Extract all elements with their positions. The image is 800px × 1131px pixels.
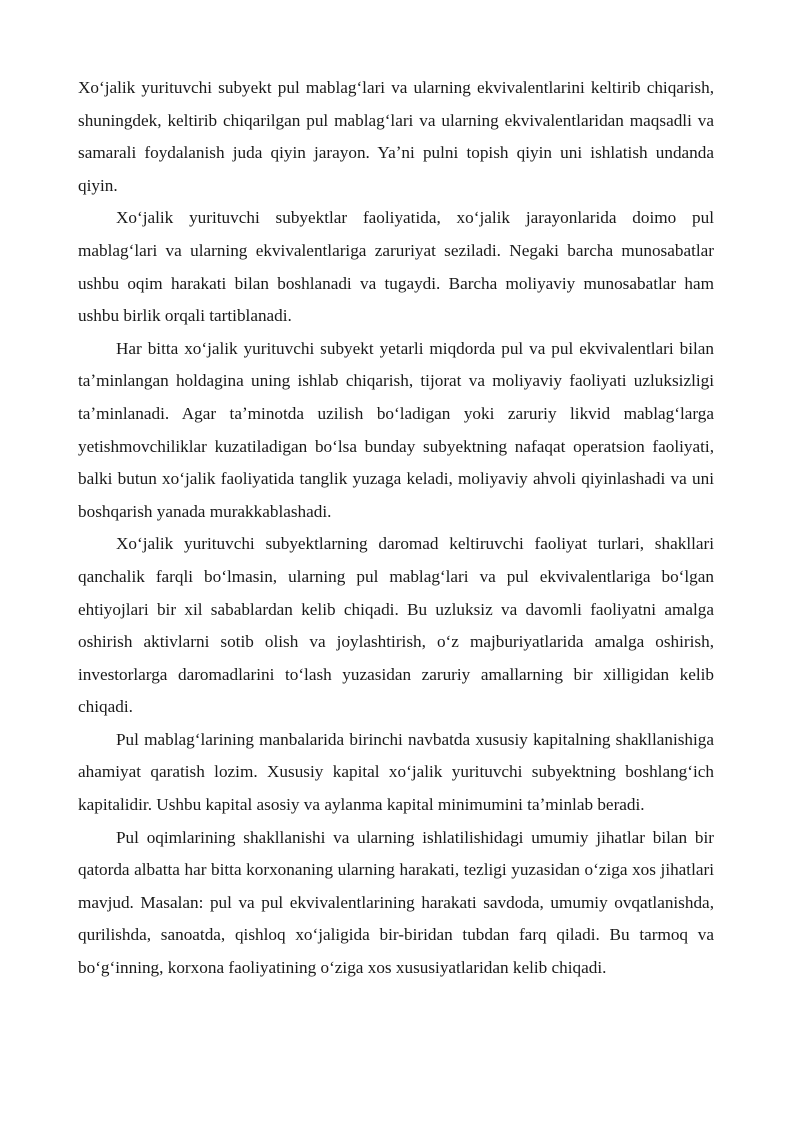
paragraph-4: Xoʻjalik yurituvchi subyektlarning daromad keltiruvchi faoliyat turlari, shakllari qanchalik farqli boʻlmasin, ularning pul mablagʻlari va pul ekvivalentlariga boʻlgan ehtiyojlari bir xil sabablardan kelib chiqadi. Bu uzluksiz va davomli faoliyatni amalga oshirish aktivlarni sotib olish va joylashtirish, oʻz majburiyatlarida amalga oshirish, investorlarga daromadlarini toʻlash yuzasidan zaruriy amallarning bir xilligidan kelib chiqadi.	[78, 534, 714, 717]
document-page	[78, 72, 714, 985]
paragraph-2: Xoʻjalik yurituvchi subyektlar faoliyatida, xoʻjalik jarayonlarida doimo pul mablagʻlari va ularning ekvivalentlariga zaruriyat seziladi. Negaki barcha munosabatlar ushbu oqim harakati bilan boshlanadi va tugaydi. Barcha moliyaviy munosabatlar ham ushbu birlik orqali tartiblanadi.	[78, 208, 714, 326]
paragraph-5: Pul mablagʻlarining manbalarida birinchi navbatda xususiy kapitalning shakllanishiga ahamiyat qaratish lozim. Xususiy kapital xoʻjalik yurituvchi subyektning boshlangʻich kapitalidir. Ushbu kapital asosiy va aylanma kapital minimumini taʼminlab beradi.	[78, 729, 714, 815]
paragraph-1: Xoʻjalik yurituvchi subyekt pul mablagʻlari va ularning ekvivalentlarini keltirib chiqarish, shuningdek, keltirib chiqarilgan pul mablagʻlari va ularning ekvivalentlaridan maqsadli va samarali foydalanish juda qiyin jarayon. Yaʼni pulni topish qiyin uni ishlatish undanda qiyin.	[78, 78, 714, 195]
paragraph-3: Har bitta xoʻjalik yurituvchi subyekt yetarli miqdorda pul va pul ekvivalentlari bilan taʼminlangan holdagina uning ishlab chiqarish, tijorat va moliyaviy faoliyati uzluksizligi taʼminlanadi. Agar taʼminotda uzilish boʻladigan yoki zaruriy likvid mablagʻlarga yetishmovchiliklar kuzatiladigan boʻlsa bunday subyektning nafaqat operatsion faoliyati, balki butun xoʻjalik faoliyatida tanglik yuzaga keladi, moliyaviy ahvoli qiyinlashadi va uni boshqarish yanada murakkablashadi.	[78, 338, 714, 521]
paragraph-6: Pul oqimlarining shakllanishi va ularning ishlatilishidagi umumiy jihatlar bilan bir qatorda albatta har bitta korxonaning ularning harakati, tezligi yuzasidan oʻziga xos jihatlari mavjud. Masalan: pul va pul ekvivalentlarining harakati savdoda, umumiy ovqatlanishda, qurilishda, sanoatda, qishloq xoʻjaligida bir-biridan tubdan farq qiladi. Bu tarmoq va boʻgʻinning, korxona faoliyatining oʻziga xos xususiyatlaridan kelib chiqadi.	[78, 827, 714, 978]
